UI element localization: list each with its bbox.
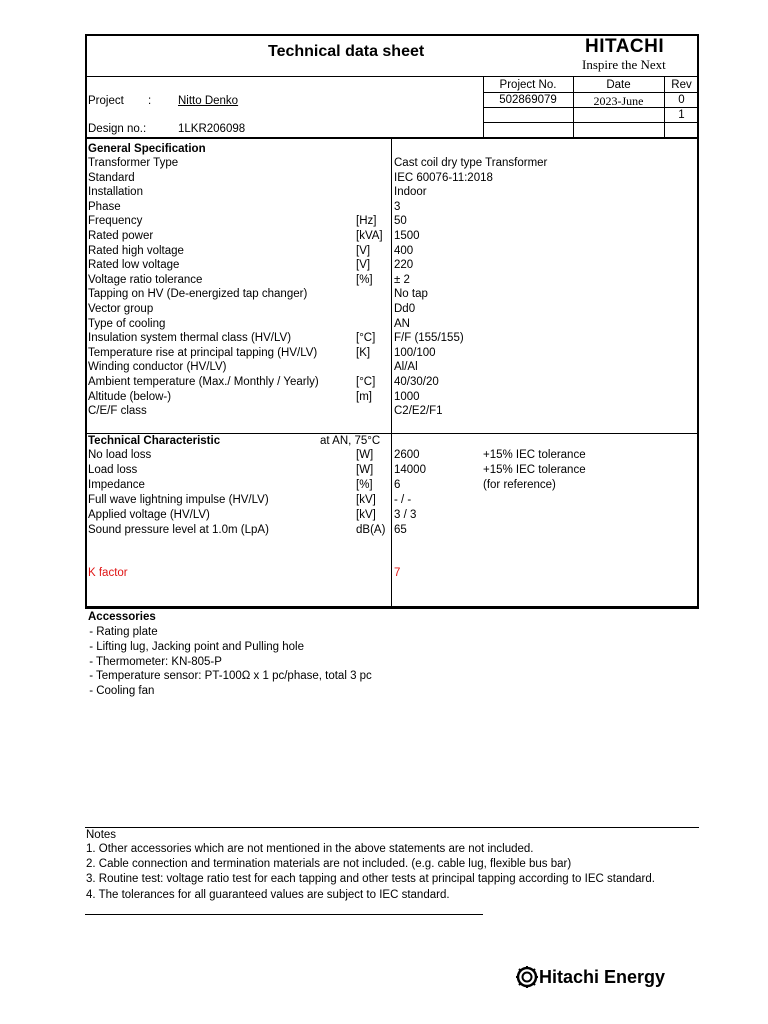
spec-unit: [V] — [356, 259, 371, 272]
spec-label: Altitude (below-) — [88, 390, 172, 403]
spec-value: 1000 — [394, 390, 420, 403]
notes-heading: Notes — [86, 829, 117, 841]
k-factor-label: K factor — [88, 567, 128, 579]
tech-unit: [%] — [356, 478, 373, 491]
rev-value-1: 1 — [678, 109, 685, 121]
tech-value: 65 — [394, 523, 407, 536]
project-no-value: 502869079 — [499, 94, 557, 106]
accessory-item: - Thermometer: KN-805-P — [86, 655, 222, 668]
tech-label: Full wave lightning impulse (HV/LV) — [88, 493, 269, 506]
tech-value: 6 — [394, 478, 401, 491]
spec-value: 400 — [394, 244, 414, 257]
k-factor-value: 7 — [394, 567, 401, 579]
project-label: Project — [88, 95, 124, 107]
spec-unit: [°C] — [356, 376, 376, 388]
value-column-divider — [391, 139, 392, 607]
date-label: Date — [606, 79, 631, 91]
spec-value: IEC 60076-11:2018 — [394, 171, 493, 184]
spec-value: Cast coil dry type Transformer — [394, 157, 548, 169]
project-no-label: Project No. — [499, 79, 557, 91]
accessories-divider — [85, 608, 699, 609]
spec-label: Phase — [88, 200, 121, 213]
project-value: Nitto Denko — [178, 95, 239, 107]
spec-label: Transformer Type — [88, 157, 179, 169]
hitachi-logo: HITACHI — [585, 36, 665, 57]
tech-note: (for reference) — [483, 478, 556, 491]
spec-value: 1500 — [394, 230, 420, 242]
spec-label: Voltage ratio tolerance — [88, 273, 203, 286]
tech-unit: [W] — [356, 449, 374, 461]
spec-label: Rated power — [88, 230, 154, 242]
tech-value: 14000 — [394, 463, 426, 476]
spec-unit: [m] — [356, 390, 372, 403]
spec-label: Temperature rise at principal tapping (HV/LV) — [88, 346, 318, 359]
accessories-heading: Accessories — [88, 611, 156, 623]
accessory-item: - Temperature sensor: PT-100Ω x 1 pc/phase, total 3 pc — [86, 670, 372, 683]
tech-label: Applied voltage (HV/LV) — [88, 508, 210, 521]
spec-label: Vector group — [88, 303, 154, 315]
spec-value: 100/100 — [394, 346, 436, 359]
accessory-item: - Lifting lug, Jacking point and Pulling hole — [86, 640, 305, 653]
general-heading: General Specification — [88, 143, 206, 155]
tech-value: 2600 — [394, 449, 420, 461]
rev-label: Rev — [671, 79, 692, 91]
spec-label: Standard — [88, 171, 135, 184]
accessory-item: - Cooling fan — [86, 685, 155, 698]
hitachi-energy-logo: Hitachi Energy — [539, 967, 666, 987]
technical-condition: at AN, 75°C — [320, 435, 381, 447]
spec-label: Frequency — [88, 215, 143, 228]
tech-label: Sound pressure level at 1.0m (LpA) — [88, 523, 269, 536]
technical-divider — [85, 433, 699, 434]
note-item: 4. The tolerances for all guaranteed values are subject to IEC standard. — [86, 888, 450, 901]
notes-divider — [85, 827, 699, 828]
spec-unit: [Hz] — [356, 215, 377, 228]
tech-unit: [W] — [356, 463, 374, 476]
page-title: Technical data sheet — [268, 43, 425, 60]
spec-value: C2/E2/F1 — [394, 405, 443, 418]
spec-unit: [%] — [356, 273, 373, 286]
info-divider — [85, 137, 699, 139]
spec-unit: [K] — [356, 346, 371, 359]
tech-unit: dB(A) — [356, 523, 386, 536]
date-value: 2023-June — [593, 94, 644, 108]
rev-value-0: 0 — [678, 94, 685, 106]
spec-label: C/E/F class — [88, 405, 147, 418]
design-value: 1LKR206098 — [178, 123, 246, 135]
tech-note: +15% IEC tolerance — [483, 463, 586, 476]
info-grid-line — [483, 92, 699, 93]
info-grid-line — [483, 122, 699, 123]
sheet-frame — [85, 34, 699, 608]
note-item: 3. Routine test: voltage ratio test for each tapping and other tests at principal tapping according to IEC standard. — [86, 873, 655, 886]
spec-value: AN — [394, 317, 410, 330]
note-item: 2. Cable connection and termination materials are not included. (e.g. cable lug, flexible bus bar) — [86, 858, 572, 871]
hitachi-tagline: Inspire the Next — [582, 57, 666, 72]
spec-unit: [°C] — [356, 332, 376, 345]
spec-label: Installation — [88, 186, 143, 199]
spec-value: Dd0 — [394, 303, 416, 315]
spec-value: 220 — [394, 259, 414, 272]
spec-label: Type of cooling — [88, 317, 166, 330]
tech-label: Load loss — [88, 463, 138, 476]
spec-value: 3 — [394, 200, 401, 213]
spec-label: Rated high voltage — [88, 244, 184, 257]
spec-value: 40/30/20 — [394, 376, 439, 388]
notes-end-line — [85, 914, 483, 915]
spec-value: Al/Al — [394, 361, 418, 374]
tech-label: No load loss — [88, 449, 152, 461]
spec-label: Rated low voltage — [88, 259, 180, 272]
header-divider — [85, 76, 699, 77]
spec-value: No tap — [394, 288, 428, 301]
spec-label: Tapping on HV (De-energized tap changer) — [88, 288, 308, 301]
accessory-item: - Rating plate — [86, 626, 158, 638]
spec-unit: [kVA] — [356, 230, 383, 242]
spec-unit: [V] — [356, 244, 371, 257]
project-colon: : — [148, 95, 152, 107]
spec-value: F/F (155/155) — [394, 332, 464, 345]
tech-label: Impedance — [88, 478, 145, 491]
tech-note: +15% IEC tolerance — [483, 449, 586, 461]
tech-value: 3 / 3 — [394, 508, 417, 521]
hitachi-energy-gear-icon — [516, 966, 538, 991]
spec-value: 50 — [394, 215, 407, 228]
tech-unit: [kV] — [356, 508, 376, 521]
tech-unit: [kV] — [356, 493, 376, 506]
spec-value: Indoor — [394, 186, 427, 199]
spec-value: ± 2 — [394, 273, 410, 286]
tech-value: - / - — [394, 493, 412, 506]
note-item: 1. Other accessories which are not mentioned in the above statements are not included. — [86, 843, 534, 855]
spec-label: Ambient temperature (Max./ Monthly / Yearly) — [88, 376, 319, 388]
spec-label: Insulation system thermal class (HV/LV) — [88, 332, 292, 345]
technical-heading: Technical Characteristic — [88, 435, 221, 447]
design-label: Design no.: — [88, 123, 147, 135]
spec-label: Winding conductor (HV/LV) — [88, 361, 227, 374]
